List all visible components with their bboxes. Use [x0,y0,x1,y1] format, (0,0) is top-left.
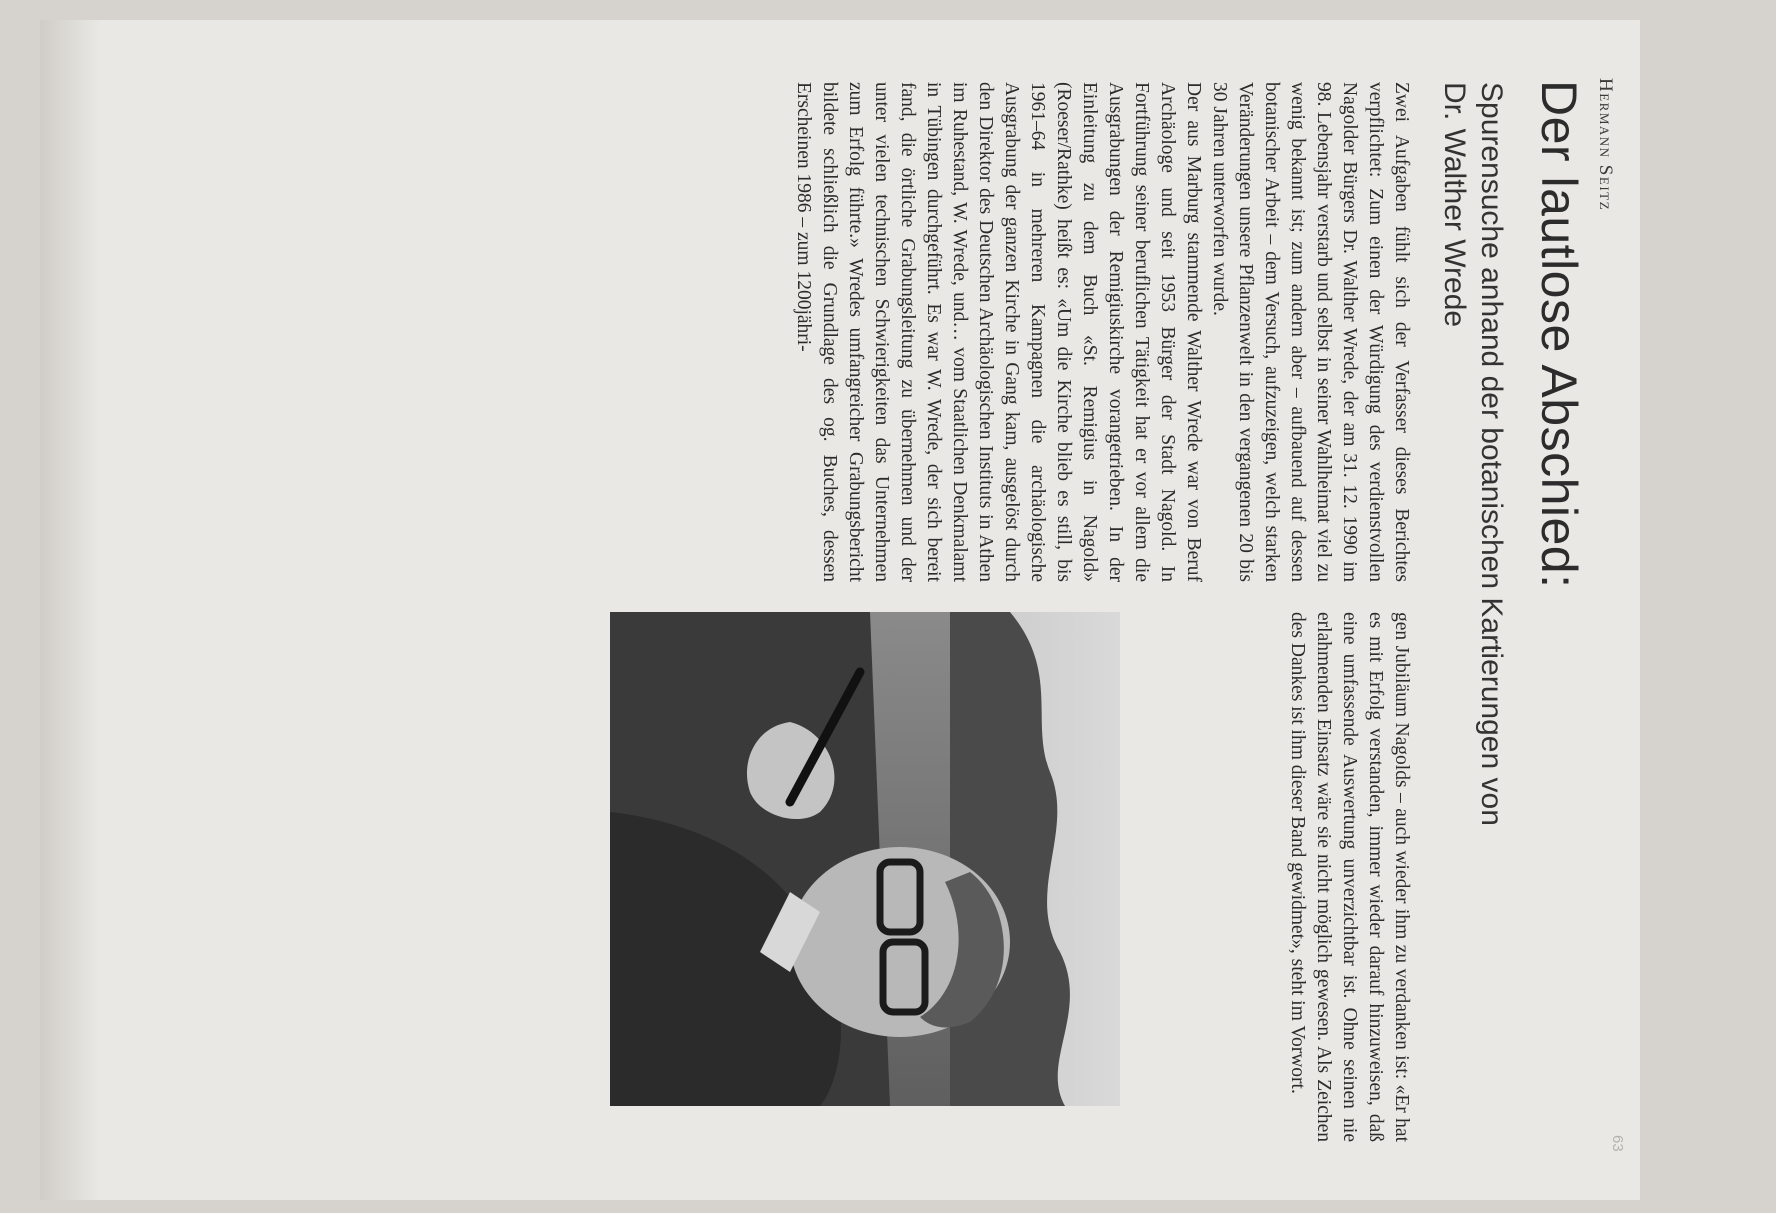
portrait-illustration [610,612,1120,1106]
portrait-photo [610,612,1120,1106]
paragraph-continuation: gen Jubiläum Nagolds – auch wieder ihm zu verdanken ist: «Er hat es mit Erfolg verstanden, immer wieder darauf hinzuweisen, daß eine umfassende Auswertung unverzichtbar ist. Ohne seinen nie erlahmenden Einsatz wäre sie nicht möglich gewesen. Als Zeichen des Dankes ist ihm dieser Band gewidmet», steht im Vorwort. [1287,612,1412,1142]
article-subtitle: Spurensuche anhand der botanischen Kartierungen von Dr. Walther Wrede [1438,82,1508,826]
text-column-right [1144,612,1414,1142]
article-title: Der lautlose Abschied: [1531,80,1587,589]
author-name: Hermann Seitz [1595,78,1616,212]
paragraph-intro: Zwei Aufgaben fühlt sich der Verfasser dieses Berichtes verpflichtet: Zum einen der Würdigung des verdienstvollen Nagolder Bürgers Dr. Walther Wrede, der am 31. 12. 1990 im 98. Lebensjahr verstarb und selbst in seiner Wahlheimat viel zu wenig bekannt ist; zum andern aber – aufbauend auf dessen botanischer Arbeit – dem Versuch, aufzuzeigen, welch starken Veränderungen unsere Pflanzenwelt in den vergangenen 20 bis 30 Jahren unterworfen wurde. [1209,82,1412,582]
text-column-left [784,82,1414,582]
paragraph-biography: Der aus Marburg stammende Walther Wrede war von Beruf Archäologe und seit 1953 Bürger der Stadt Nagold. In Fortführung seiner beruflichen Tätigkeit hat er vor allem die Ausgrabungen der Remigiuskirche vorangetrieben. In der Einleitung zu dem Buch «St. Remigius in Nagold» (Roeser/Rathke) heißt es: «Um die Kirche blieb es still, bis 1961–64 in mehreren Kampagnen die archäologische Ausgrabung der ganzen Kirche in Gang kam, ausgelöst durch den Direktor des Deutschen Archäologischen Instituts in Athen im Ruhestand, W. Wrede, und… vom Staatlichen Denkmalamt in Tübingen durchgeführt. Es war W. Wrede, der sich bereit fand, die örtliche Grabungsleitung zu übernehmen und der unter vielen technischen Schwierigkeiten das Unternehmen zum Erfolg führte.» Wredes umfangreicher Grabungsbericht bildete schließlich die Grundlage des og. Buches, dessen Erscheinen 1986 – zum 1200jähri- [793,82,1204,582]
page-number: 63 [1609,1135,1626,1152]
